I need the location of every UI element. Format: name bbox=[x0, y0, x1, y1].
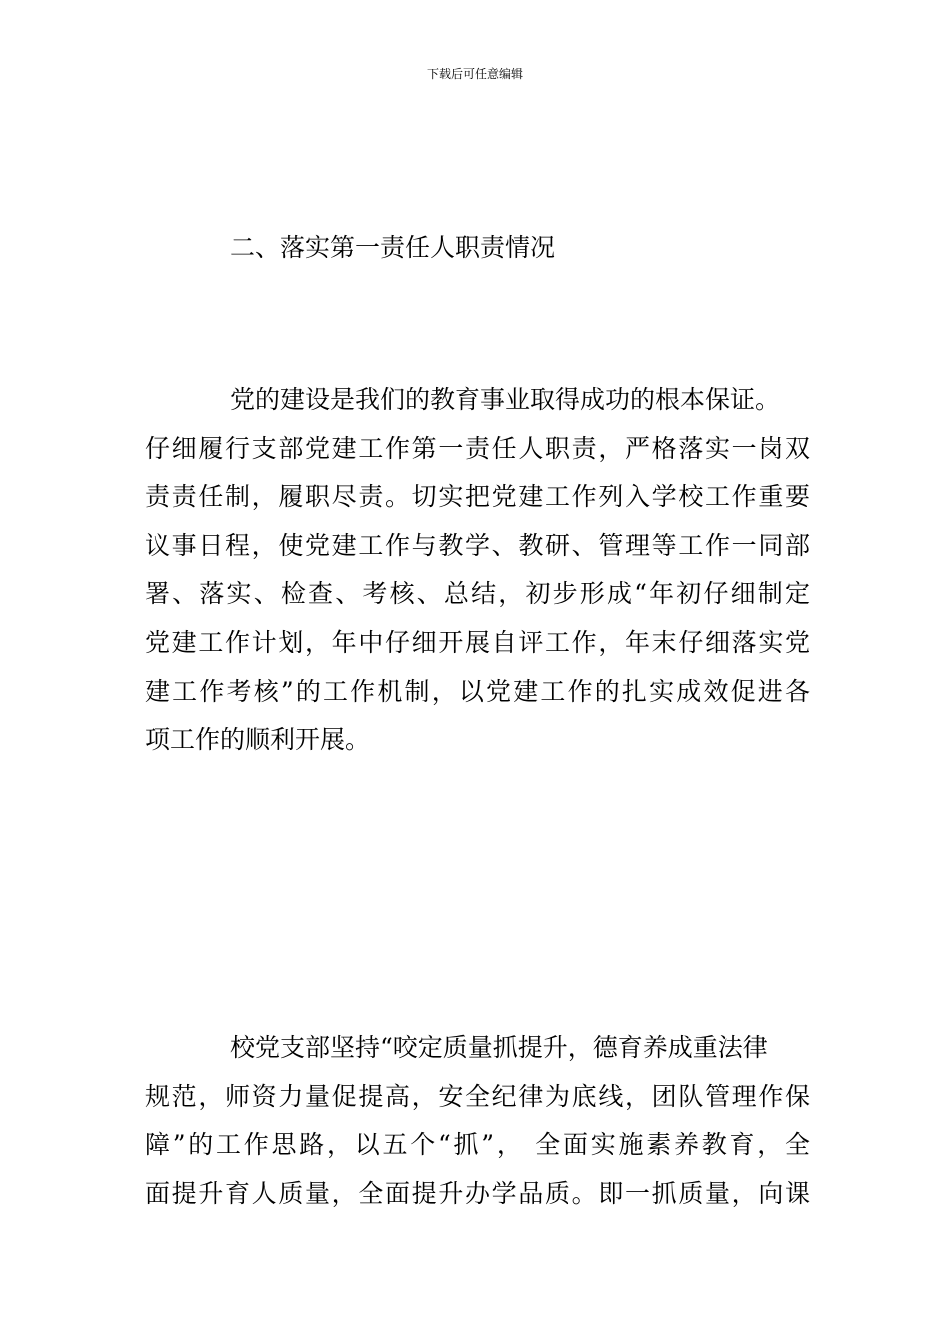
paragraph-line: 项工作的顺利开展。 bbox=[145, 725, 371, 755]
paragraph-line: 仔细履行支部党建工作第一责任人职责，严格落实一岗双 bbox=[145, 433, 810, 463]
paragraph-line: 责责任制，履职尽责。切实把党建工作列入学校工作重要 bbox=[145, 482, 810, 512]
paragraph-line: 面提升育人质量，全面提升办学品质。即一抓质量，向课 bbox=[145, 1178, 810, 1208]
paragraph-line: 党的建设是我们的教育事业取得成功的根本保证。 bbox=[230, 385, 781, 414]
section-heading: 二、落实第一责任人职责情况 bbox=[230, 233, 556, 262]
paragraph-line: 党建工作计划，年中仔细开展自评工作，年末仔细落实党 bbox=[145, 627, 810, 657]
paragraph-line: 议事日程，使党建工作与教学、教研、管理等工作一同部 bbox=[145, 530, 810, 560]
paragraph bbox=[145, 376, 810, 765]
paragraph-line: 规范，师资力量促提高，安全纪律为底线，团队管理作保 bbox=[145, 1081, 810, 1111]
paragraph-line: 障”的工作思路，以五个“抓”， 全面实施素养教育，全 bbox=[145, 1130, 810, 1160]
paragraph bbox=[145, 1024, 810, 1218]
paragraph-line: 署、落实、检查、考核、总结，初步形成“年初仔细制定 bbox=[145, 579, 810, 609]
header-note: 下载后可任意编辑 bbox=[426, 67, 523, 81]
paragraph-line: 建工作考核”的工作机制，以党建工作的扎实成效促进各 bbox=[145, 676, 810, 706]
paragraph-line: 校党支部坚持“咬定质量抓提升，德育养成重法律 bbox=[230, 1033, 768, 1062]
